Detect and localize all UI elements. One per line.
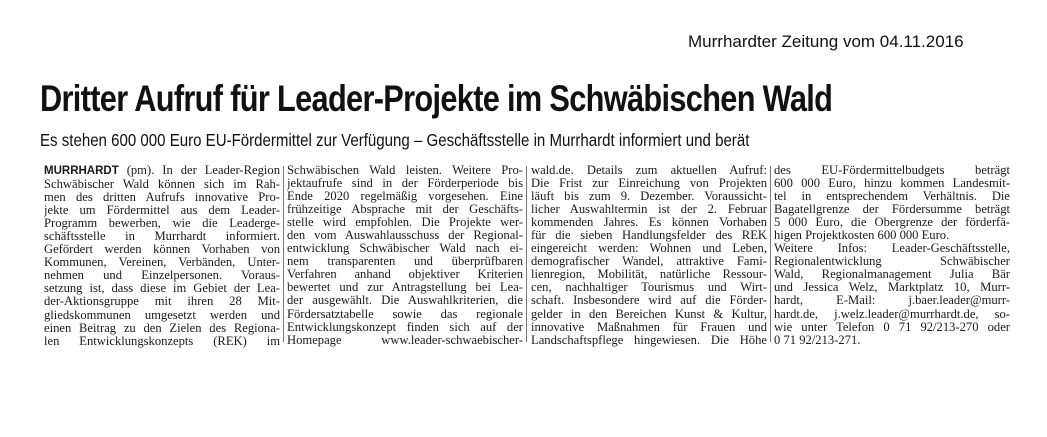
text-line: für die sieben Handlungsfelder des REK bbox=[531, 229, 767, 243]
text-line: 5 000 Euro, die Obergrenze der förderfä- bbox=[774, 216, 1010, 230]
text-line: des EU-Fördermittelbudgets beträgt bbox=[774, 164, 1010, 177]
text-line: Schwäbischen Wald leisten. Weitere Pro- bbox=[287, 164, 523, 177]
column-divider bbox=[283, 166, 284, 342]
text-line: nehmen und Einzelpersonen. Voraus- bbox=[44, 269, 280, 283]
text-line: kommenden Jahres. Es können Vorhaben bbox=[531, 216, 767, 230]
text-line: stelle wird empfohlen. Die Projekte wer- bbox=[287, 216, 523, 230]
text-line: licher Auswahltermin ist der 2. Februar bbox=[531, 203, 767, 217]
text-line: Fördersatztabelle sowie das regionale bbox=[287, 307, 523, 321]
text-line: der ausgewählt. Die Auswahlkriterien, die bbox=[287, 294, 523, 308]
text-line: frühzeitige Absprache mit der Geschäfts- bbox=[287, 203, 523, 217]
text-line: hardt, E-Mail: j.baer.leader@murr- bbox=[774, 294, 1010, 308]
text-line: jektaufrufe sind in der Förderperiode bis bbox=[287, 177, 523, 191]
text-line: hardt.de, j.welz.leader@murrhardt.de, so- bbox=[774, 307, 1010, 321]
text-line: cen, nachhaltiger Tourismus und Wirt- bbox=[531, 281, 767, 295]
text-line: len Entwicklungskonzepts (REK) im bbox=[44, 334, 280, 348]
text-line: entwicklung Schwäbischer Wald nach ei- bbox=[287, 242, 523, 256]
text-line: Regionalentwicklung Schwäbischer bbox=[774, 255, 1010, 269]
article-column-3 bbox=[531, 164, 767, 347]
text-line: Gefördert werden können Vorhaben von bbox=[44, 243, 280, 257]
text-line: Landschaftspflege hingewiesen. Die Höhe bbox=[531, 333, 767, 347]
text-line: Verfahren anhand objektiver Kriterien bbox=[287, 268, 523, 282]
text-line: wald.de. Details zum aktuellen Aufruf: bbox=[531, 164, 767, 177]
text-line: Ende 2020 regelmäßig vorgesehen. Eine bbox=[287, 190, 523, 204]
text-line: jekte um Fördermittel aus dem Leader- bbox=[44, 204, 280, 218]
text-line: 600 000 Euro, hinzu kommen Landesmit- bbox=[774, 177, 1010, 191]
text-line: Homepage www.leader-schwaebischer- bbox=[287, 333, 523, 347]
text-line: Entwicklungskonzept finden sich auf der bbox=[287, 320, 523, 334]
dateline: MURRHARDT bbox=[44, 165, 119, 177]
article-column-2 bbox=[287, 164, 523, 347]
text-line: 0 71 92/213-271. bbox=[774, 333, 861, 347]
article-column-4 bbox=[774, 164, 1010, 347]
text-line: den vom Auswahlausschuss der Regional- bbox=[287, 229, 523, 243]
text-line: der-Aktionsgruppe mit ihren 28 Mit- bbox=[44, 295, 280, 309]
text-line: tel in entsprechendem Verhältnis. Die bbox=[774, 190, 1010, 204]
source-citation: Murrhardter Zeitung vom 04.11.2016 bbox=[688, 32, 964, 51]
text-line: gelder in den Bereichen Kunst & Kultur, bbox=[531, 307, 767, 321]
text-line: Weitere Infos: Leader-Geschäftsstelle, bbox=[774, 242, 1010, 256]
text-line: Schwäbischer Wald können sich im Rah- bbox=[44, 178, 280, 192]
subheadline: Es stehen 600 000 Euro EU-Fördermittel zur Verfügung – Geschäftsstelle in Murrhardt informiert und berät bbox=[40, 130, 750, 150]
text-line: einen Beitrag zu den Zielen des Regiona- bbox=[44, 321, 280, 335]
text-line: Die Frist zur Einreichung von Projekten bbox=[531, 177, 767, 191]
text-line: higen Projektkosten 600 000 Euro. bbox=[774, 229, 950, 243]
text-line: setzung ist, dass diese im Gebiet der Lea- bbox=[44, 282, 280, 296]
text-line: eingereicht werden: Wohnen und Leben, bbox=[531, 242, 767, 256]
headline: Dritter Aufruf für Leader-Projekte im Schwäbischen Wald bbox=[40, 78, 833, 119]
text-line: wie unter Telefon 0 71 92/213-270 oder bbox=[774, 320, 1010, 334]
text-line: und Jessica Welz, Marktplatz 10, Murr- bbox=[774, 281, 1010, 295]
column-divider bbox=[770, 166, 771, 342]
text-line: schäftsstelle in Murrhardt informiert. bbox=[44, 230, 280, 244]
text-line: Bagatellgrenze der Fördersumme beträgt bbox=[774, 203, 1010, 217]
text-line: Wald, Regionalmanagement Julia Bär bbox=[774, 268, 1010, 282]
text-line: lienregion, Mobilität, natürliche Ressour- bbox=[531, 268, 767, 282]
text-line: läuft bis zum 9. Dezember. Voraussicht- bbox=[531, 190, 767, 204]
article-column-1 bbox=[44, 164, 280, 348]
text-line: Programm bewerben, wie die Leaderge- bbox=[44, 217, 280, 231]
column-divider bbox=[526, 166, 527, 342]
text-line: MURRHARDT (pm). In der Leader-Region bbox=[44, 164, 280, 177]
text-line: demografischer Wandel, attraktive Fami- bbox=[531, 255, 767, 269]
text-line: innovative Maßnahmen für Frauen und bbox=[531, 320, 767, 334]
text-line: nem transparenten und überprüfbaren bbox=[287, 255, 523, 269]
text-line: Kommunen, Vereinen, Verbänden, Unter- bbox=[44, 256, 280, 270]
text-line: gliedskommunen umgesetzt werden und bbox=[44, 308, 280, 322]
text-line: men des dritten Aufrufs innovative Pro- bbox=[44, 191, 280, 205]
text-line: bewertet und zur Antragstellung bei Lea- bbox=[287, 281, 523, 295]
text-line: schaft. Insbesondere wird auf die Förder- bbox=[531, 294, 767, 308]
